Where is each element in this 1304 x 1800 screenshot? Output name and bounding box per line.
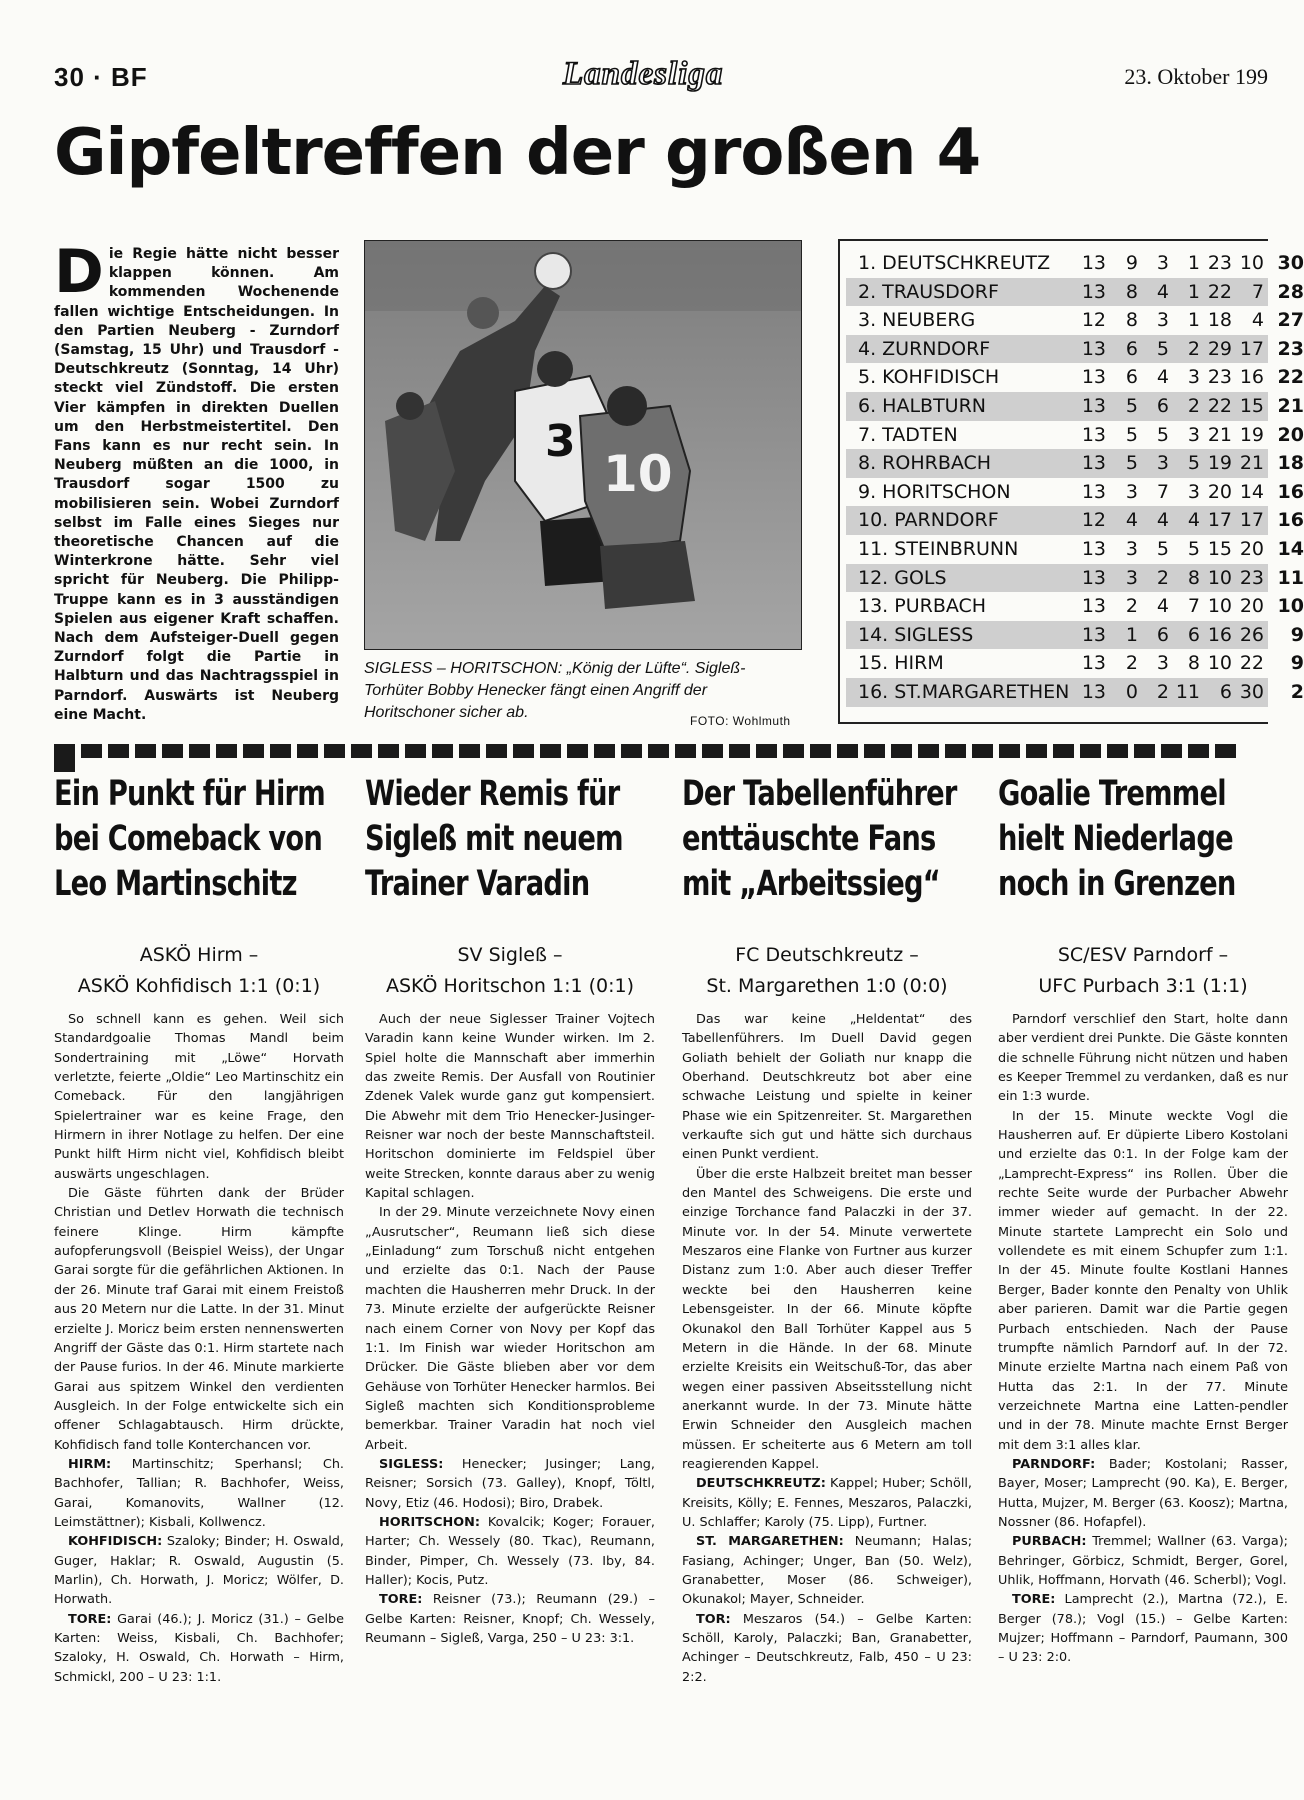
divider-block — [621, 744, 642, 758]
standings-row — [846, 564, 1304, 593]
standings-row — [846, 278, 1304, 307]
standings-n: 1 — [1187, 280, 1200, 303]
standings-gf: 23 — [1207, 252, 1232, 274]
standings-s: 5 — [1125, 395, 1138, 417]
section-divider — [54, 744, 1268, 758]
standings-gf: 10 — [1207, 652, 1232, 675]
standings-ga: 19 — [1239, 423, 1264, 446]
standings-gf: 17 — [1207, 509, 1232, 532]
match-score: ASKÖ Horitschon 1:1 (0:1) — [385, 975, 635, 997]
match-score: UFC Purbach 3:1 (1:1) — [1038, 975, 1248, 997]
standings-u: 5 — [1156, 538, 1169, 560]
article-body — [998, 1010, 1288, 1668]
standings-s: 2 — [1125, 595, 1138, 618]
standings-gf: 16 — [1207, 623, 1232, 646]
standings-s: 5 — [1125, 423, 1138, 446]
headline-line: Der Tabellenführer — [682, 774, 957, 814]
standings-n: 1 — [1187, 309, 1200, 332]
lineup-away: KOHFIDISCH: Szaloky; Binder; H. Oswald, Guger, Haklar; R. Oswald, Augustin (5. Marlin), Ch. Horwath, J. Moricz; Wölfer, D. Horwath. — [54, 1534, 344, 1608]
headline-line: noch in Grenzen — [998, 864, 1236, 904]
standings-ga: 14 — [1239, 480, 1264, 503]
standings-u: 6 — [1156, 395, 1169, 417]
standings-ga: 10 — [1239, 252, 1264, 274]
shirt-number-10: 10 — [603, 445, 673, 503]
paragraph: Auch der neue Siglesser Trainer Vojtech Varadin kann keine Wunder wirken. Im 2. Spiel holte die Mannschaft aber immerhin das zweite Remis. Der Ausfall von Routinier Zdenek Valek wurde ganz gut kompensiert. Die Abwehr mit dem Trio Henecker-Jusinger-Reisner war noch der beste Mannschaftsteil. Horitschon dominierte im Feldspiel über weite Strecken, konnte daraus aber zu wenig Kapital schlagen. — [365, 1012, 655, 1202]
standings-s: 1 — [1125, 623, 1138, 646]
standings-s: 6 — [1125, 337, 1138, 360]
match-result — [54, 940, 344, 1002]
standings-n: 3 — [1187, 423, 1200, 446]
standings-gf: 29 — [1207, 337, 1232, 360]
headline-line: mit „Arbeitssieg“ — [682, 864, 940, 904]
divider-block — [513, 744, 534, 758]
team-name: 9. HORITSCHON — [858, 480, 1011, 503]
team-name: 8. ROHRBACH — [858, 452, 992, 475]
headline-line: Leo Martinschitz — [54, 864, 297, 904]
standings-row — [846, 621, 1304, 650]
standings-pts: 14 — [1277, 538, 1304, 560]
standings-n: 11 — [1175, 681, 1200, 703]
article-parndorf — [998, 772, 1288, 1800]
standings-u: 2 — [1156, 566, 1169, 589]
article-deutschkreutz — [682, 772, 973, 1685]
standings-gf: 19 — [1207, 452, 1232, 475]
standings-u: 5 — [1156, 337, 1169, 360]
standings-sp: 13 — [1081, 252, 1106, 274]
standings-u: 3 — [1156, 452, 1169, 475]
standings-sp: 13 — [1081, 623, 1106, 646]
intro-text — [54, 237, 339, 725]
standings-row — [846, 421, 1304, 450]
divider-block — [1053, 744, 1074, 758]
lineup-home: DEUTSCHKREUTZ: Kappel; Huber; Schöll, Kreisits, Kölly; E. Fennes, Meszaros, Palaczki, U. Schlaffer; Karoly (75. Lipp), Furtner. — [682, 1476, 972, 1530]
divider-block — [648, 744, 669, 758]
standings-row — [846, 335, 1304, 364]
match-score: ASKÖ Kohfidisch 1:1 (0:1) — [77, 975, 321, 997]
divider-block — [945, 744, 966, 758]
shirt-number-3: 3 — [545, 416, 576, 467]
standings-table — [838, 239, 1304, 724]
article-hirm — [54, 772, 344, 1685]
standings-ga: 22 — [1239, 652, 1264, 675]
match-teams: SC/ESV Parndorf – — [1057, 944, 1229, 966]
standings-sp: 13 — [1081, 337, 1106, 360]
divider-block — [972, 744, 993, 758]
standings-pts: 21 — [1277, 395, 1304, 417]
standings-u: 4 — [1156, 595, 1169, 618]
team-name: 11. STEINBRUNN — [858, 538, 1019, 560]
divider-block — [1080, 744, 1101, 758]
standings-n: 5 — [1187, 538, 1200, 560]
divider-block — [459, 744, 480, 758]
team-name: 10. PARNDORF — [858, 509, 999, 532]
team-name: 2. TRAUSDORF — [858, 280, 999, 303]
match-facts: TORE: Reisner (73.); Reumann (29.) – Gelbe Karten: Reisner, Knopf; Ch. Wessely, Reumann – Sigleß, Varga, 250 – U 23: 3:1. — [365, 1592, 655, 1646]
divider-block — [567, 744, 588, 758]
drop-cap: D — [54, 237, 104, 307]
standings-u: 6 — [1156, 623, 1169, 646]
article-headline — [998, 772, 1288, 907]
standings-row — [846, 649, 1304, 678]
standings-s: 0 — [1125, 681, 1138, 703]
divider-block — [81, 744, 102, 758]
standings-s: 3 — [1125, 480, 1138, 503]
paragraph: In der 29. Minute verzeichnete Novy einen „Ausrutscher“, Reumann ließ sich diese „Einladung“ zum Torschuß nicht entgehen und erzielte das 0:1. Nach der Pause machten die Hausherren mehr Druck. In der 73. Minute erzielte der aufgerückte Reisner nach einem Corner von Novy per Kopf das 1:1. Im Finish war wieder Horitschon am Drücker. Die Gäste blieben aber vor dem Gehäuse von Torhüter Henecker harmlos. Bei Sigleß machten sich Konditionsprobleme bemerkbar. Trainer Varadin hat noch viel Arbeit. — [365, 1205, 655, 1453]
divider-block — [135, 744, 156, 758]
divider-block — [216, 744, 237, 758]
standings-sp: 13 — [1081, 395, 1106, 417]
lineup-home: PARNDORF: Bader; Kostolani; Rasser, Bayer, Moser; Lamprecht (90. Ka), E. Berger, Hutta, Mujzer, M. Berger (63. Koosz); Martna, Nossner (86. Hofapfel). — [998, 1456, 1288, 1530]
photo-credit: FOTO: Wohlmuth — [690, 714, 791, 728]
divider-block — [351, 744, 372, 758]
standings-row — [846, 449, 1304, 478]
lineup-home: SIGLESS: Henecker; Jusinger; Lang, Reisner; Sorsich (73. Galley), Knopf, Töltl, Novy, Etiz (46. Hodosi); Biro, Drabek. — [365, 1456, 655, 1511]
standings-gf: 10 — [1207, 595, 1232, 618]
standings-sp: 13 — [1081, 566, 1106, 589]
paragraph: In der 15. Minute weckte Vogl die Hausherren auf. Er düpierte Libero Kostolani und erzielte das 0:1. In der Folge kam der „Lamprecht-Express“ ins Rollen. Über die rechte Seite wurde der Purbacher Abwehr immer wieder auf gemacht. In der 22. Minute startete Lamprecht ein Solo und vollendete es mit einem Schupfer zum 1:1. In der 45. Minute foulte Kostlani Hannes Berger, Bader konnte den Penalty von Uhlik aber parieren. Damit war die Partie gegen Purbach entschieden. Nach der Pause trumpfte nämlich Parndorf auf. In der 72. Minute erzielte Martna nach einem Paß von Hutta das 2:1. In der 77. Minute verzeichnete Martna eine Latten-pendler und in der 78. Minute machte Ernst Berger mit dem 3:1 alles klar. — [998, 1108, 1288, 1453]
photo-caption: SIGLESS – HORITSCHON: „König der Lüfte“. Sigleß-Torhüter Bobby Henecker fängt einen Angriff der Horitschoner sicher ab. — [364, 660, 746, 721]
standings-s: 2 — [1125, 652, 1138, 675]
section-title: Landesliga — [563, 56, 724, 92]
masthead — [54, 56, 1268, 96]
team-name: 15. HIRM — [858, 652, 944, 675]
divider-block — [702, 744, 723, 758]
team-name: 6. HALBTURN — [858, 395, 986, 417]
standings-ga: 7 — [1251, 280, 1264, 303]
match-teams: SV Sigleß – — [457, 944, 563, 966]
match-facts: TOR: Meszaros (54.) – Gelbe Karten: Schöll, Karoly, Palaczki; Ban, Granabetter, Achinger – Deutschkreutz, Falb, 450 – U 23: 2:2. — [682, 1611, 972, 1685]
headline-line: enttäuschte Fans — [682, 819, 936, 859]
standings-s: 3 — [1125, 538, 1138, 560]
standings-n: 2 — [1187, 337, 1200, 360]
divider-block — [783, 744, 804, 758]
standings-sp: 12 — [1081, 309, 1106, 332]
standings-sp: 13 — [1081, 480, 1106, 503]
headline-line: hielt Niederlage — [998, 819, 1233, 859]
paragraph: Über die erste Halbzeit breitet man besser den Mantel des Schweigens. Die erste und einzige Torchance fand Palaczki in der 37. Minute vor. In der 54. Minute verwertete Meszaros eine Flanke von Furtner aus kurzer Distanz zum 1:0. Aber auch dieser Treffer weckte bei den Hausherren keine Lebensgeister. In der 66. Minute köpfte Okunakol den Ball Torhüter Kappel aus 5 Metern in die Hände. In der 68. Minute erzielte Kreisits ein Weitschuß-Tor, das aber wegen einer passiven Abseitsstellung nicht anerkannt wurde. In der 73. Minute hätte Erwin Schneider den Ausgleich machen müssen. Er scheiterte aus 6 Metern am toll reagierenden Kappel. — [682, 1166, 972, 1472]
standings-sp: 13 — [1081, 452, 1106, 475]
divider-block — [1188, 744, 1209, 758]
standings-ga: 21 — [1239, 452, 1264, 475]
divider-block — [918, 744, 939, 758]
article-headline — [365, 772, 655, 907]
standings-pts: 9 — [1290, 652, 1304, 675]
standings-u: 5 — [1156, 423, 1169, 446]
standings-ga: 26 — [1239, 623, 1264, 646]
divider-block — [756, 744, 777, 758]
standings-row — [846, 249, 1304, 278]
divider-block — [837, 744, 858, 758]
standings-s: 3 — [1125, 566, 1138, 589]
team-name: 7. TADTEN — [858, 423, 958, 446]
team-name: 13. PURBACH — [858, 595, 987, 618]
page-number: 30 · BF — [54, 62, 148, 92]
standings-sp: 13 — [1081, 595, 1106, 618]
team-name: 1. DEUTSCHKREUTZ — [858, 252, 1051, 274]
match-facts: TORE: Garai (46.); J. Moricz (31.) – Gelbe Karten: Weiss, Kisbali, Ch. Bachhofer; Szaloky, H. Oswald, Ch. Horwath – Hirm, Schmickl, 200 – U 23: 1:1. — [54, 1611, 344, 1685]
standings-row — [846, 306, 1304, 335]
headline-line: Sigleß mit neuem — [365, 819, 623, 859]
standings-gf: 10 — [1207, 566, 1232, 589]
match-teams: FC Deutschkreutz – — [735, 944, 919, 966]
standings-s: 4 — [1125, 509, 1138, 532]
divider-block — [405, 744, 426, 758]
standings-sp: 13 — [1081, 366, 1106, 389]
standings-sp: 13 — [1081, 538, 1106, 560]
standings-pts: 2 — [1290, 681, 1304, 703]
divider-block — [675, 744, 696, 758]
standings-pts: 11 — [1277, 566, 1304, 589]
article-sigless — [365, 772, 655, 1646]
standings-pts: 16 — [1277, 509, 1304, 532]
standings-pts: 28 — [1277, 280, 1304, 303]
match-result — [682, 940, 972, 1002]
main-headline: Gipfeltreffen der großen 4 — [54, 116, 981, 190]
standings-gf: 22 — [1207, 280, 1232, 303]
standings-sp: 13 — [1081, 280, 1106, 303]
photo-illustration — [365, 241, 801, 649]
standings-u: 4 — [1156, 509, 1169, 532]
divider-block — [1134, 744, 1155, 758]
standings-sp: 13 — [1081, 423, 1106, 446]
article-body — [365, 1010, 655, 1648]
standings-n: 3 — [1187, 480, 1200, 503]
standings-gf: 21 — [1207, 423, 1232, 446]
standings-ga: 23 — [1239, 566, 1264, 589]
team-name: 4. ZURNDORF — [858, 337, 991, 360]
lineup-away: PURBACH: Tremmel; Wallner (63. Varga); Behringer, Görbicz, Schmidt, Berger, Gorel, Uhlik, Hoffmann, Horvath (46. Scherbl); Vogl. — [998, 1534, 1288, 1588]
standings-sp: 13 — [1081, 681, 1106, 703]
standings-gf: 18 — [1207, 309, 1232, 332]
standings-s: 9 — [1125, 252, 1138, 274]
divider-block — [243, 744, 264, 758]
standings-gf: 20 — [1207, 480, 1232, 503]
standings-ga: 20 — [1239, 595, 1264, 618]
standings-sp: 12 — [1081, 509, 1106, 532]
divider-block — [1215, 744, 1236, 758]
standings-n: 3 — [1187, 366, 1200, 389]
standings-n: 4 — [1187, 509, 1200, 532]
divider-block — [162, 744, 183, 758]
divider-block — [1107, 744, 1128, 758]
divider-block — [486, 744, 507, 758]
divider-block — [324, 744, 345, 758]
divider-block — [54, 758, 75, 772]
divider-block — [594, 744, 615, 758]
issue-date: 23. Oktober 199 — [1124, 64, 1268, 89]
lineup-home: HIRM: Martinschitz; Sperhansl; Ch. Bachhofer, Tallian; R. Bachhofer, Weiss, Garai, Komanovits, Wallner (12. Leimstättner); Kisbali, Kollwencz. — [54, 1456, 344, 1530]
divider-block — [270, 744, 291, 758]
standings-pts: 10 — [1277, 595, 1304, 618]
standings-n: 6 — [1187, 623, 1200, 646]
paragraph: Das war keine „Heldentat“ des Tabellenführers. Im Duell David gegen Goliath behielt der Goliath nur knapp die Oberhand. Deutschkreutz bot aber eine schwache Leistung und spielte in keiner Phase wie ein Spitzenreiter. St. Margarethen verkaufte sich gut und hätte sich durchaus einen Punkt verdient. — [682, 1012, 972, 1163]
standings-pts: 27 — [1277, 309, 1304, 332]
standings-row — [846, 478, 1304, 507]
divider-block — [864, 744, 885, 758]
standings-u: 4 — [1156, 280, 1169, 303]
match-result — [365, 940, 655, 1002]
standings-gf: 23 — [1207, 366, 1232, 389]
match-teams: ASKÖ Hirm – — [139, 944, 259, 966]
team-name: 16. ST.MARGARETHEN — [858, 681, 1070, 703]
standings-ga: 15 — [1239, 395, 1264, 417]
standings-row — [846, 535, 1304, 564]
match-score: St. Margarethen 1:0 (0:0) — [706, 975, 948, 997]
headline-line: Trainer Varadin — [365, 864, 590, 904]
article-headline — [54, 772, 344, 907]
standings-n: 5 — [1187, 452, 1200, 475]
standings-s: 8 — [1125, 309, 1138, 332]
divider-block — [1161, 744, 1182, 758]
divider-block — [540, 744, 561, 758]
standings-pts: 18 — [1277, 452, 1304, 475]
standings-ga: 30 — [1239, 681, 1264, 703]
divider-block — [378, 744, 399, 758]
standings-u: 4 — [1156, 366, 1169, 389]
team-name: 14. SIGLESS — [858, 623, 974, 646]
divider-block — [891, 744, 912, 758]
standings-gf: 6 — [1219, 681, 1232, 703]
standings-ga: 17 — [1239, 337, 1264, 360]
standings-s: 8 — [1125, 280, 1138, 303]
team-name: 12. GOLS — [858, 566, 947, 589]
divider-block — [189, 744, 210, 758]
standings-pts: 20 — [1277, 423, 1304, 446]
lineup-away: HORITSCHON: Kovalcik; Koger; Forauer, Harter; Ch. Wessely (80. Tkac), Reumann, Binder, Pimper, Ch. Wessely (73. Iby, 84. Haller); Kocis, Putz. — [365, 1514, 655, 1588]
standings-n: 1 — [1187, 252, 1200, 274]
paragraph: Parndorf verschlief den Start, holte dann aber verdient drei Punkte. Die Gäste konnten die schnelle Führung nicht nützen und haben es Keeper Tremmel zu verdanken, daß es nur ein 1:3 wurde. — [998, 1012, 1288, 1105]
article-headline — [682, 772, 972, 907]
standings-s: 6 — [1125, 366, 1138, 389]
headline-line: bei Comeback von — [54, 819, 322, 859]
match-result — [998, 940, 1288, 1002]
standings-u: 3 — [1156, 252, 1169, 274]
divider-block — [810, 744, 831, 758]
standings-u: 3 — [1156, 652, 1169, 675]
standings-gf: 22 — [1207, 395, 1232, 417]
team-name: 3. NEUBERG — [858, 309, 976, 332]
match-facts: TORE: Lamprecht (2.), Martna (72.), E. Berger (78.); Vogl (15.) – Gelbe Karten: Mujzer; Hoffmann – Parndorf, Paumann, 300 – U 23: 2:0. — [998, 1592, 1288, 1666]
standings-pts: 16 — [1277, 480, 1304, 503]
headline-line: Goalie Tremmel — [998, 774, 1226, 814]
paragraph: Die Gäste führten dank der Brüder Christian und Detlev Horwath die technisch feinere Klinge. Hirm kämpfte aufopferungsvoll (Beispiel Weiss), der Ungar Garai sorgte für die gefährlichen Aktionen. In der 26. Minute traf Garai mit einem Freistoß aus 20 Metern nur die Latte. In der 31. Minut erzielte J. Moricz beim ersten nennenswerten Angriff der Gäste das 0:1. Hirm startete nach der Pause furios. In der 46. Minute markierte Garai aus spitzem Winkel den verdienten Ausgleich. In der Folge entwickelte sich ein offener Schlagabtausch. Hirm drückte, Kohfidisch fand tolle Konterchancen vor. — [54, 1186, 344, 1453]
standings-row — [846, 506, 1304, 535]
standings-row — [846, 392, 1304, 421]
divider-block — [999, 744, 1020, 758]
standings-ga: 17 — [1239, 509, 1264, 532]
standings-s: 5 — [1125, 452, 1138, 475]
article-body — [54, 1010, 344, 1687]
standings-pts: 23 — [1277, 337, 1304, 360]
headline-line: Ein Punkt für Hirm — [54, 774, 325, 814]
divider-block — [54, 744, 75, 758]
standings-ga: 4 — [1251, 309, 1264, 332]
standings-row — [846, 592, 1304, 621]
team-name: 5. KOHFIDISCH — [858, 366, 1000, 389]
standings-ga: 20 — [1239, 538, 1264, 560]
intro-body: ie Regie hätte nicht besser klappen können. Am kommenden Wochenende fallen wichtige Entscheidungen. In den Partien Neuberg - Zurndorf (Samstag, 15 Uhr) und Trausdorf - Deutschkreutz (Sonntag, 14 Uhr) steckt viel Zündstoff. Die ersten Vier kämpfen in direkten Duellen um den Herbstmeistertitel. Den Fans kann es nur recht sein. In Neuberg müßten an die 1000, in Trausdorf sogar 1500 zu mobilisieren sein. Wobei Zurndorf selbst im Falle eines Sieges nur theoretische Chancen auf die Winterkrone hätte. Sehr viel spricht für Neuberg. Die Philipp-Truppe kann es in 3 ausständigen Spielen aus eigener Kraft schaffen. Nach dem Aufsteiger-Duell gegen Zurndorf folgt die Partie in Halbturn und das Nachtragsspiel in Parndorf. Auswärts ist Neuberg eine Macht. — [54, 246, 339, 723]
lineup-away: ST. MARGARETHEN: Neumann; Halas; Fasiang, Achinger; Unger, Ban (50. Welz), Granabetter, Moser (86. Schweiger), Okunakol; Mayer, Schneider. — [682, 1534, 973, 1608]
divider-block — [297, 744, 318, 758]
divider-block — [108, 744, 129, 758]
standings-u: 7 — [1156, 480, 1169, 503]
standings-gf: 15 — [1207, 538, 1232, 560]
standings-n: 7 — [1187, 595, 1200, 618]
standings-n: 8 — [1187, 566, 1200, 589]
match-photo — [364, 240, 802, 650]
standings-sp: 13 — [1081, 652, 1106, 675]
headline-line: Wieder Remis für — [365, 774, 620, 814]
article-body — [682, 1010, 972, 1687]
standings-n: 8 — [1187, 652, 1200, 675]
divider-block — [729, 744, 750, 758]
standings-u: 3 — [1156, 309, 1169, 332]
paragraph: So schnell kann es gehen. Weil sich Standardgoalie Thomas Mandl beim Sondertraining mit „Löwe“ Horvath verletzte, feierte „Oldie“ Leo Martinschitz ein Comeback. Für den langjährigen Spielertrainer war es keine Frage, den Hirmern in ihrer Notlage zu helfen. Der eine Punkt hilft Hirm nicht viel, Kohfidisch bleibt auswärts ungeschlagen. — [54, 1012, 344, 1182]
standings-row — [846, 363, 1304, 392]
standings-row — [846, 678, 1304, 707]
standings-u: 2 — [1156, 681, 1169, 703]
standings-n: 2 — [1187, 395, 1200, 417]
divider-block — [432, 744, 453, 758]
standings-pts: 9 — [1290, 623, 1304, 646]
divider-block — [1026, 744, 1047, 758]
standings-pts: 22 — [1277, 366, 1304, 389]
standings-pts: 30 — [1277, 252, 1304, 274]
standings-ga: 16 — [1239, 366, 1264, 389]
